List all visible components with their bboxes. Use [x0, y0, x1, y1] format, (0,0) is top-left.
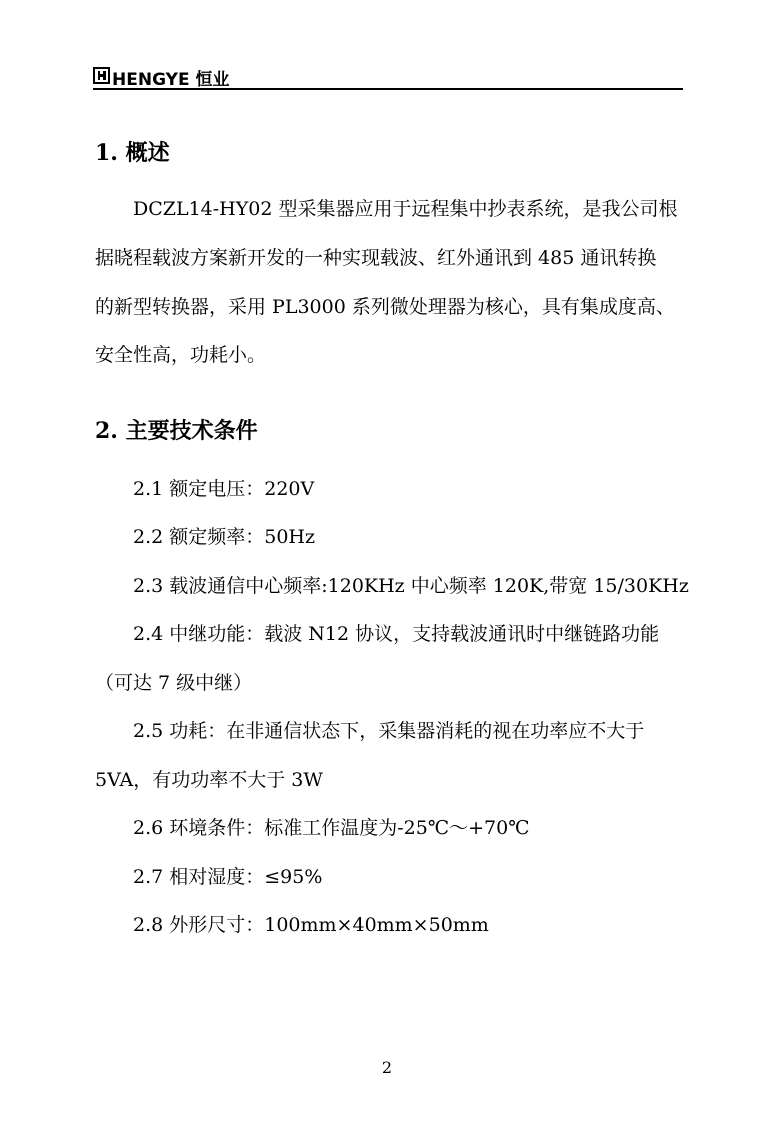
- overview-line-3: 的新型转换器，采用 PL3000 系列微处理器为核心，具有集成度高、: [95, 296, 675, 318]
- overview-line-1: DCZL14-HY02 型采集器应用于远程集中抄表系统，是我公司根: [133, 198, 678, 220]
- spec-item: 2.1 额定电压：220V: [133, 478, 315, 500]
- section-heading-specs: 2. 主要技术条件: [95, 418, 258, 444]
- spec-item: 2.4 中继功能：载波 N12 协议，支持载波通讯时中继链路功能: [133, 623, 660, 645]
- spec-item-continued: （可达 7 级中继）: [95, 672, 253, 694]
- page-header: [93, 66, 683, 88]
- spec-item: 2.6 环境条件：标准工作温度为-25℃～+70℃: [133, 817, 530, 839]
- spec-item: 2.5 功耗：在非通信状态下，采集器消耗的视在功率应不大于: [133, 720, 645, 742]
- spec-item: 2.8 外形尺寸：100mm×40mm×50mm: [133, 914, 489, 936]
- overview-line-2: 据晓程载波方案新开发的一种实现载波、红外通讯到 485 通讯转换: [95, 247, 657, 269]
- spec-item: 2.7 相对湿度：≤95%: [133, 866, 323, 888]
- hengye-logo-icon: [93, 67, 110, 84]
- spec-item: 2.3 载波通信中心频率:120KHz 中心频率 120K,带宽 15/30KHz: [133, 575, 689, 597]
- page-number: 2: [381, 1058, 393, 1077]
- overview-line-4: 安全性高，功耗小。: [95, 344, 267, 366]
- spec-item: 2.2 额定频率：50Hz: [133, 526, 316, 548]
- brand-name: HENGYE 恒业: [112, 70, 230, 90]
- header-rule: [93, 88, 683, 90]
- spec-item-continued: 5VA，有功功率不大于 3W: [95, 769, 323, 791]
- section-heading-overview: 1. 概述: [95, 140, 170, 166]
